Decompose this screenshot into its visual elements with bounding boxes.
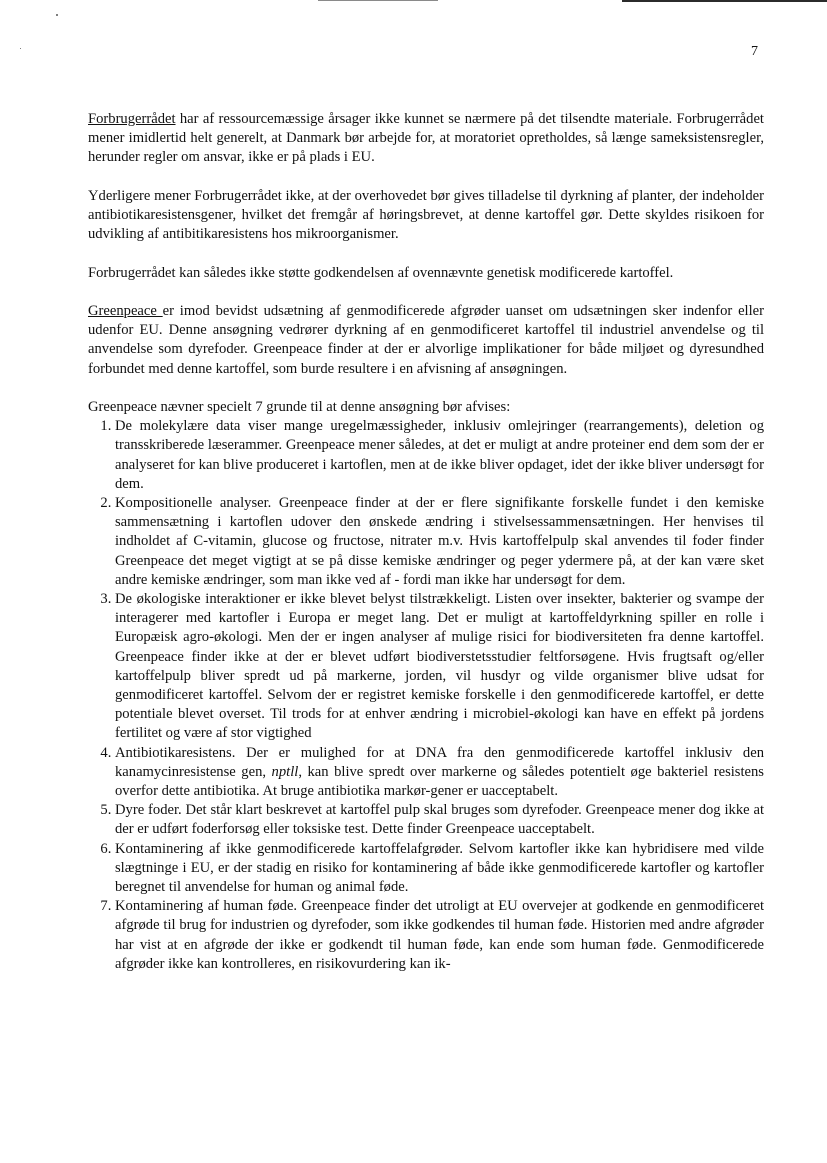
scan-speck <box>20 48 21 49</box>
list-item-text: , kan blive spredt over markerne og således potentielt øge bakteriel resistens overfor dette antibiotika. At bruge antibiotika markør-gener er uacceptabelt. <box>115 763 764 800</box>
paragraph-consumer-council-conclusion: Forbrugerrådet kan således ikke støtte godkendelsen af ovennævnte genetisk modificerede kartoffel. <box>88 264 674 281</box>
paragraph-text: har af ressourcemæssige årsager ikke kunnet se nærmere på det tilsendte materiale. Forbrugerrådet mener imidlertid helt generelt, at Danmark bør arbejde for, at moratoriet opretholdes, så længe sameksistensregler, herunder regler om ansvar, ikke er på plads i EU. <box>88 111 764 166</box>
list-item: 3. De økologiske interaktioner er ikke blevet belyst tilstrækkeligt. Listen over insekter, bakterier og svampe der interagerer med kartofler i Europa er meget lang. Det er muligt at kartoffeldyrkning spiller en rolle i Europæisk agro-økologi. Men der er ingen analyser af mulige risici for biodiversiteten fra denne kartoffel. Greenpeace finder ikke at der er blevet udført biodiverstetsstudier feltforsøgene. Hvis frugtsaft og/eller kartoffelpulp bliver spredt ud på markerne, jorden, vil husdyr og vilde organismer blive udsat for genmodificeret kartoffel. Selvom der er registret kemiske forskelle i den genmodificerede kartoffel, er dette potentiale blevet overset. Til trods for at enhver ændring i microbiel-økologi kan have en effekt på jordens fertilitet og være af stor vigtighed <box>115 590 764 744</box>
paragraph-consumer-council-resources <box>88 110 764 168</box>
paragraph-text: er imod bevidst udsætning af genmodificerede afgrøder uanset om udsætningen sker indenfor eller udenfor EU. Denne ansøgning vedrører dyrkning af en genmodificeret kartoffel til industriel anvendelse og til anvendelse som dyrefoder. Greenpeace finder at der er alvorlige implikationer for både miljøet og dyresundhed forbundet med denne kartoffel, som burde resultere i en afvisning af ansøgningen. <box>88 302 765 377</box>
paragraph-greenpeace-position <box>88 302 764 379</box>
organization-name: Greenpeace <box>88 302 163 319</box>
reasons-list <box>88 417 764 974</box>
list-item-text: Antibiotikaresistens. Der er mulighed for at DNA fra den genmodificerede kartoffel inklusiv den kanamycinresistense gen, <box>115 744 764 780</box>
paragraph-antibiotic-resistance-genes: Yderligere mener Forbrugerrådet ikke, at der overhovedet bør gives tilladelse til dyrkning af planter, der indeholder antibiotikaresistensgener, hvilket det fremgår af høringsbrevet, at denne kartoffel gør. Dette skyldes risikoen for udvikling af antibitikaresistens hos mikroorganismer. <box>88 187 764 243</box>
page-number: 7 <box>751 44 758 59</box>
list-item <box>115 744 764 802</box>
list-item: 7. Kontaminering af human føde. Greenpeace finder det utroligt at EU overvejer at godkende en genmodificeret afgrøde til brug for industrien og dyrefoder, som ikke godkendes til human føde. Historien med andre afgrøder har vist at en afgrøde der ikke er godkendt til human føde, kan ende som human føde. Genmodificerede afgrøder ikke kan kontrolleres, en risikovurdering kan ik- <box>115 897 764 974</box>
scan-artifact-line <box>622 0 827 2</box>
organization-name: Forbrugerrådet <box>88 111 176 127</box>
list-item: 2. Kompositionelle analyser. Greenpeace finder at der er flere signifikante forskelle fundet i den kemiske sammensætning i kartoflen udover den ønskede ændring i stivelsessammensætningen. Her henvises til indholdet af C-vitamin, glucose og fructose, nitrater m.v. Hvis kartoffelpulp skal anvendes til foder finder Greenpeace det meget vigtigt at se på disse kemiske ændringer og peger ydermere på, at der kan være sket andre kemiske ændringer, som man ikke ved af - fordi man ikke har undersøgt for dem. <box>115 494 764 590</box>
list-item: 1. De molekylære data viser mange uregelmæssigheder, inklusiv omlejringer (rearrangements), deletion og transskriberede læserammer. Greenpeace mener således, at det er muligt at andre proteiner end dem som der er analyseret for kan blive produceret i kartoflen, men at de ikke bliver opdaget, idet der ikke bliver undersøgt for dem. <box>115 417 764 494</box>
list-item: 6. Kontaminering af ikke genmodificerede kartoffelafgrøder. Selvom kartofler ikke kan hybridisere med vilde slægtninge i EU, er der stadig en risiko for kontaminering af både ikke genmodificerede kartofler og kartofler beregnet til anvendelse for human og animal føde. <box>115 840 764 898</box>
document-body <box>88 110 764 974</box>
scan-artifact-line <box>318 0 438 1</box>
paragraph-reasons-intro: Greenpeace nævner specielt 7 grunde til at denne ansøgning bør afvises: <box>88 398 511 415</box>
list-item: 5. Dyre foder. Det står klart beskrevet at kartoffel pulp skal bruges som dyrefoder. Greenpeace mener dog ikke at der er udført foderforsøg eller toksiske test. Dette finder Greenpeace uacceptabelt. <box>115 801 764 839</box>
scan-speck <box>56 14 58 16</box>
gene-name: nptll <box>271 763 299 780</box>
